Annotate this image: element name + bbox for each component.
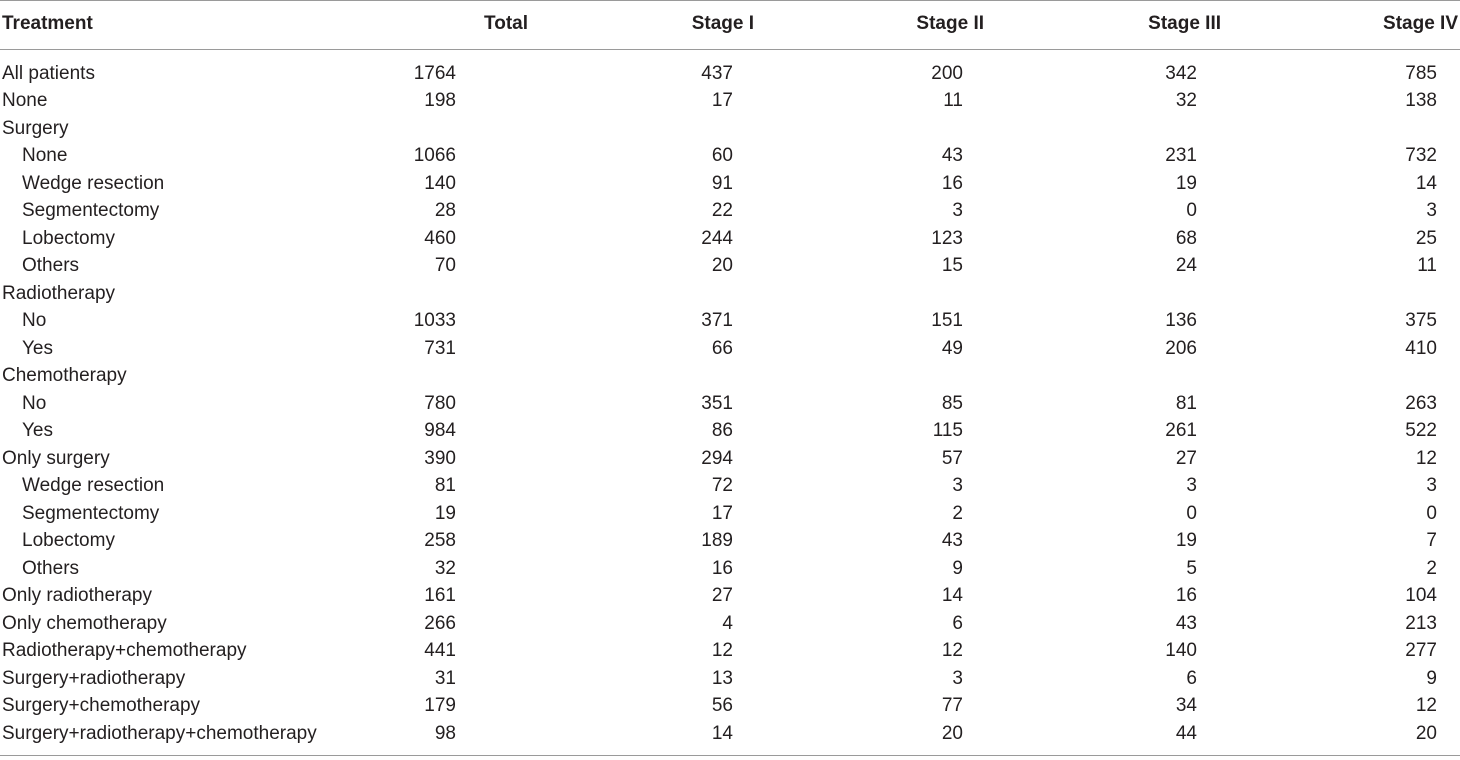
cell-stage-1: 66 <box>711 337 733 359</box>
header-stage-3: Stage III <box>984 1 1221 50</box>
cell-stage-4: 522 <box>1405 420 1437 442</box>
cell-stage-2: 11 <box>943 90 963 112</box>
cell-stage-1: 351 <box>701 392 733 414</box>
cell-stage-2: 12 <box>941 640 963 662</box>
cell-stage-2: 3 <box>952 200 963 222</box>
cell-stage-4: 785 <box>1405 63 1437 84</box>
table-row <box>0 692 1460 720</box>
cell-stage-1: 244 <box>701 227 733 249</box>
cell-stage-4: 3 <box>1426 475 1437 497</box>
row-label: Only surgery <box>2 447 110 469</box>
table-row <box>0 390 1460 418</box>
cell-stage-2: 6 <box>952 612 963 634</box>
row-label: Wedge resection <box>22 172 165 194</box>
cell-total: 31 <box>434 667 456 689</box>
table-row <box>0 665 1460 693</box>
cell-stage-4: 213 <box>1405 612 1437 634</box>
cell-stage-4: 732 <box>1405 145 1437 167</box>
cell-stage-2: 43 <box>941 530 963 552</box>
row-label: Radiotherapy+chemotherapy <box>2 640 247 662</box>
cell-stage-3: 27 <box>1175 447 1197 469</box>
cell-total: 1764 <box>413 63 456 84</box>
cell-stage-3: 3 <box>1186 475 1197 497</box>
cell-stage-3: 68 <box>1175 227 1197 249</box>
table-row <box>0 142 1460 170</box>
cell-total <box>330 280 528 308</box>
cell-total: 460 <box>424 227 456 249</box>
cell-stage-2 <box>754 280 984 308</box>
cell-stage-3: 24 <box>1175 255 1197 277</box>
table-row <box>0 280 1460 308</box>
cell-stage-3: 261 <box>1165 420 1197 442</box>
cell-stage-2: 9 <box>952 557 963 579</box>
cell-stage-3: 231 <box>1165 145 1197 167</box>
cell-stage-3 <box>984 280 1221 308</box>
table-row <box>0 87 1460 115</box>
table-row <box>0 720 1460 756</box>
cell-stage-1: 22 <box>711 200 733 222</box>
cell-stage-4: 11 <box>1417 255 1437 277</box>
cell-stage-2: 49 <box>941 337 963 359</box>
cell-stage-3: 44 <box>984 720 1221 756</box>
cell-stage-2: 123 <box>931 227 963 249</box>
row-label: All patients <box>2 63 95 84</box>
cell-stage-2: 151 <box>931 310 963 332</box>
cell-stage-4 <box>1221 362 1460 390</box>
row-label: Others <box>22 255 80 277</box>
row-label: Yes <box>22 337 53 359</box>
cell-stage-2: 2 <box>952 502 963 524</box>
header-stage-1: Stage I <box>528 1 754 50</box>
row-label: Surgery+radiotherapy+chemotherapy <box>0 720 330 756</box>
cell-stage-3: 34 <box>1175 695 1197 717</box>
table-row <box>0 445 1460 473</box>
cell-stage-1: 12 <box>711 640 733 662</box>
cell-stage-2: 57 <box>941 447 963 469</box>
cell-stage-2: 20 <box>754 720 984 756</box>
cell-total: 390 <box>424 447 456 469</box>
cell-stage-3: 206 <box>1165 337 1197 359</box>
row-label: Others <box>22 557 80 579</box>
cell-total <box>330 115 528 143</box>
cell-stage-1 <box>528 362 754 390</box>
cell-stage-3: 19 <box>1175 172 1197 194</box>
cell-total: 70 <box>434 255 456 277</box>
table-body <box>0 50 1460 756</box>
cell-stage-2: 16 <box>941 172 963 194</box>
cell-total <box>330 362 528 390</box>
cell-stage-4: 12 <box>1415 695 1437 717</box>
cell-total: 19 <box>434 502 456 524</box>
table-row <box>0 610 1460 638</box>
header-treatment: Treatment <box>0 1 330 50</box>
row-label: Radiotherapy <box>2 282 116 304</box>
cell-stage-1: 60 <box>711 145 733 167</box>
table-row <box>0 472 1460 500</box>
cell-stage-2 <box>754 362 984 390</box>
cell-stage-4: 263 <box>1405 392 1437 414</box>
table-row <box>0 500 1460 528</box>
cell-total: 266 <box>424 612 456 634</box>
cell-stage-3: 0 <box>1186 200 1197 222</box>
cell-stage-4: 277 <box>1405 640 1437 662</box>
row-label: Lobectomy <box>22 530 115 552</box>
cell-stage-1: 189 <box>701 530 733 552</box>
table-row <box>0 115 1460 143</box>
cell-stage-1: 27 <box>711 585 733 607</box>
cell-total: 1066 <box>413 145 456 167</box>
cell-stage-4: 14 <box>1415 172 1437 194</box>
cell-total: 258 <box>424 530 456 552</box>
cell-total: 161 <box>424 585 456 607</box>
cell-stage-1 <box>528 280 754 308</box>
row-label: None <box>22 145 68 167</box>
cell-stage-4: 25 <box>1415 227 1437 249</box>
header-total: Total <box>330 1 528 50</box>
cell-stage-3: 43 <box>1175 612 1197 634</box>
cell-stage-1: 17 <box>711 502 733 524</box>
cell-total: 98 <box>330 720 528 756</box>
cell-stage-3 <box>984 362 1221 390</box>
row-label: No <box>22 310 47 332</box>
cell-stage-1: 56 <box>711 695 733 717</box>
cell-stage-1: 86 <box>711 420 733 442</box>
cell-stage-4: 2 <box>1426 557 1437 579</box>
cell-stage-3: 0 <box>1186 502 1197 524</box>
table-row <box>0 637 1460 665</box>
cell-stage-4: 9 <box>1426 667 1437 689</box>
row-label: Surgery+chemotherapy <box>2 695 201 717</box>
cell-total: 731 <box>424 337 456 359</box>
cell-stage-3: 140 <box>1165 640 1197 662</box>
cell-stage-3: 342 <box>1165 63 1197 84</box>
cell-stage-4: 138 <box>1405 90 1437 112</box>
cell-stage-3: 5 <box>1186 557 1197 579</box>
cell-stage-4: 3 <box>1426 200 1437 222</box>
cell-stage-3 <box>984 115 1221 143</box>
cell-total: 28 <box>434 200 456 222</box>
row-label: Surgery <box>2 117 69 139</box>
cell-stage-3: 19 <box>1175 530 1197 552</box>
cell-total: 32 <box>434 557 456 579</box>
cell-stage-4 <box>1221 115 1460 143</box>
table-row <box>0 307 1460 335</box>
cell-stage-3: 6 <box>1186 667 1197 689</box>
cell-stage-1 <box>528 115 754 143</box>
cell-stage-1: 91 <box>711 172 733 194</box>
row-label: Chemotherapy <box>2 365 127 387</box>
table-row <box>0 335 1460 363</box>
cell-stage-2: 3 <box>952 475 963 497</box>
cell-stage-2: 15 <box>941 255 963 277</box>
cell-stage-4 <box>1221 280 1460 308</box>
row-label: Surgery+radiotherapy <box>2 667 186 689</box>
cell-stage-1: 16 <box>711 557 733 579</box>
cell-stage-1: 13 <box>711 667 733 689</box>
row-label: Only chemotherapy <box>2 612 167 634</box>
cell-total: 984 <box>424 420 456 442</box>
table-row <box>0 197 1460 225</box>
cell-stage-1: 17 <box>711 90 733 112</box>
cell-total: 81 <box>434 475 456 497</box>
cell-stage-2: 14 <box>941 585 963 607</box>
cell-stage-2: 43 <box>941 145 963 167</box>
cell-stage-2: 77 <box>941 695 963 717</box>
cell-stage-3: 16 <box>1175 585 1197 607</box>
cell-stage-1: 294 <box>701 447 733 469</box>
cell-stage-3: 32 <box>1175 90 1197 112</box>
cell-stage-1: 14 <box>528 720 754 756</box>
cell-total: 441 <box>424 640 456 662</box>
table-row <box>0 527 1460 555</box>
cell-total: 780 <box>424 392 456 414</box>
cell-stage-4: 104 <box>1405 585 1437 607</box>
header-stage-4: Stage IV <box>1221 1 1460 50</box>
table-header-row <box>0 1 1460 50</box>
cell-stage-1: 4 <box>722 612 733 634</box>
cell-stage-4: 7 <box>1426 530 1437 552</box>
row-label: Lobectomy <box>22 227 115 249</box>
cell-stage-1: 72 <box>711 475 733 497</box>
cell-stage-2 <box>754 115 984 143</box>
row-label: No <box>22 392 47 414</box>
table-row <box>0 555 1460 583</box>
cell-stage-4: 20 <box>1221 720 1460 756</box>
cell-stage-3: 81 <box>1175 392 1197 414</box>
cell-stage-1: 371 <box>701 310 733 332</box>
cell-stage-4: 410 <box>1405 337 1437 359</box>
table-row <box>0 252 1460 280</box>
cell-stage-2: 200 <box>931 63 963 84</box>
table-row <box>0 582 1460 610</box>
row-label: Segmentectomy <box>22 502 160 524</box>
row-label: Wedge resection <box>22 475 165 497</box>
header-stage-2: Stage II <box>754 1 984 50</box>
cell-stage-1: 437 <box>701 63 733 84</box>
cell-total: 1033 <box>413 310 456 332</box>
cell-stage-2: 115 <box>932 420 963 442</box>
cell-stage-4: 375 <box>1405 310 1437 332</box>
table-row <box>0 417 1460 445</box>
cell-stage-2: 3 <box>952 667 963 689</box>
table-row <box>0 170 1460 198</box>
cell-total: 140 <box>424 172 456 194</box>
cell-stage-2: 85 <box>941 392 963 414</box>
cell-total: 179 <box>424 695 456 717</box>
cell-stage-4: 12 <box>1415 447 1437 469</box>
cell-stage-1: 20 <box>711 255 733 277</box>
table-row <box>0 362 1460 390</box>
row-label: None <box>2 90 48 112</box>
cell-stage-4: 0 <box>1426 502 1437 524</box>
cell-stage-3: 136 <box>1165 310 1197 332</box>
table-row <box>0 225 1460 253</box>
row-label: Only radiotherapy <box>2 585 152 607</box>
table-row <box>0 50 1460 88</box>
row-label: Yes <box>22 420 53 442</box>
cell-total: 198 <box>424 90 456 112</box>
row-label: Segmentectomy <box>22 200 160 222</box>
